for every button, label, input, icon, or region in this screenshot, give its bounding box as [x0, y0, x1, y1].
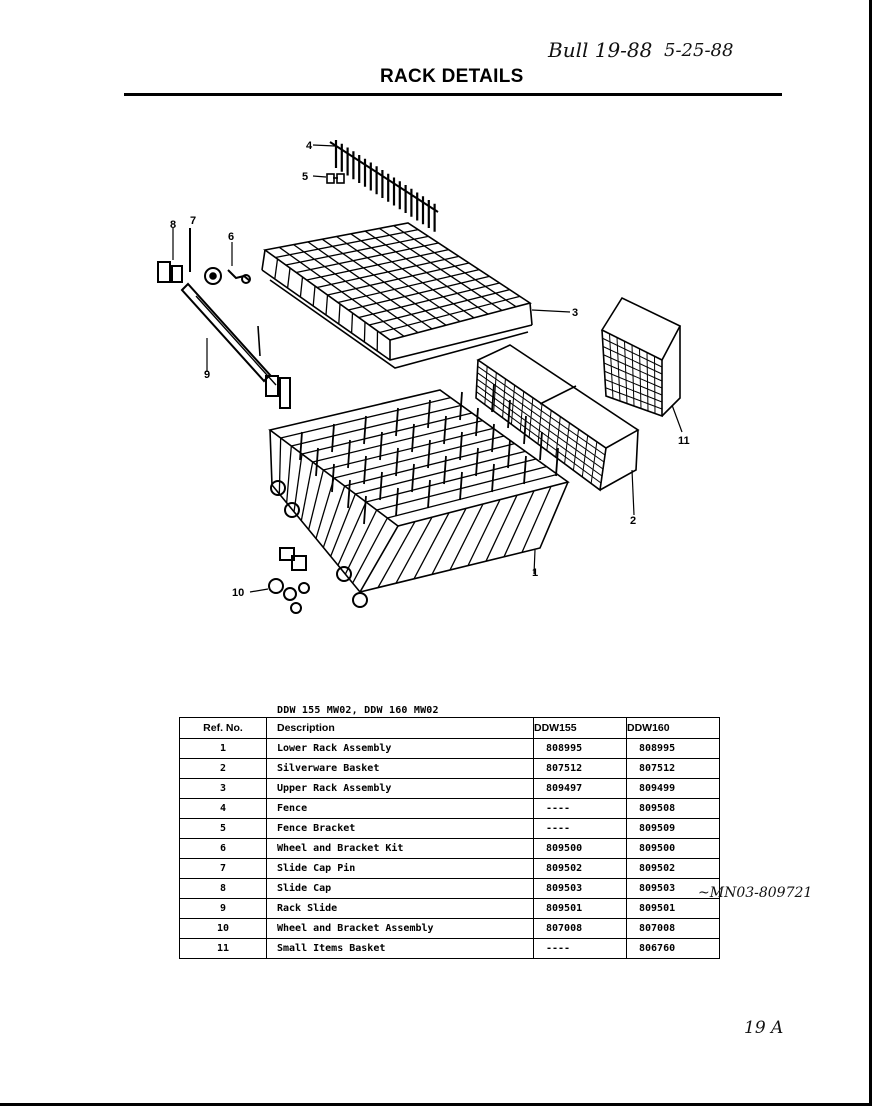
- callout-10: 10: [232, 587, 245, 599]
- wheel-bracket-kit-part: [205, 242, 250, 284]
- callout-1: 1: [532, 567, 539, 579]
- page-title: RACK DETAILS: [380, 66, 524, 87]
- ddw155-part-cell: 809497: [534, 779, 627, 799]
- description-cell: Wheel and Bracket Kit: [267, 839, 534, 859]
- callout-4: 4: [306, 140, 313, 152]
- handwritten-note: ~MN03-809721: [698, 885, 813, 901]
- table-row: [180, 799, 720, 819]
- col-ddw160: DDW160: [627, 718, 720, 739]
- slide-cap-part: [158, 228, 190, 282]
- rack-slide-part: [182, 284, 290, 408]
- description-cell: Slide Cap Pin: [267, 859, 534, 879]
- ddw160-part-cell: 809500: [627, 839, 720, 859]
- lower-rack-part: [270, 384, 568, 607]
- col-ddw155: DDW155: [534, 718, 627, 739]
- upper-rack-part: [262, 223, 532, 368]
- ddw160-part-cell: 809502: [627, 859, 720, 879]
- col-ref-no: Ref. No.: [180, 718, 267, 739]
- table-row: [180, 939, 720, 959]
- callout-8: 8: [170, 219, 177, 231]
- ddw155-part-cell: 809502: [534, 859, 627, 879]
- description-cell: Fence: [267, 799, 534, 819]
- ddw160-part-cell: 807512: [627, 759, 720, 779]
- handwritten-date: 5-25-88: [664, 40, 734, 61]
- col-description: Description: [267, 718, 534, 739]
- ddw160-part-cell: 809499: [627, 779, 720, 799]
- ddw160-part-cell: 807008: [627, 919, 720, 939]
- ddw160-part-cell: 809503: [627, 879, 720, 899]
- ddw155-part-cell: ----: [534, 939, 627, 959]
- rack-parts-diagram: [140, 120, 720, 630]
- table-row: [180, 819, 720, 839]
- ddw155-part-cell: 809500: [534, 839, 627, 859]
- ref-cell: 2: [180, 759, 267, 779]
- model-numbers: DDW 155 MW02, DDW 160 MW02: [277, 705, 439, 716]
- ref-cell: 6: [180, 839, 267, 859]
- ref-cell: 1: [180, 739, 267, 759]
- table-row: [180, 919, 720, 939]
- handwritten-bulletin-ref: Bull 19-88: [548, 38, 653, 62]
- ref-cell: 10: [180, 919, 267, 939]
- ddw160-part-cell: 808995: [627, 739, 720, 759]
- table-row: [180, 879, 720, 899]
- ref-cell: 9: [180, 899, 267, 919]
- callout-7: 7: [190, 215, 197, 227]
- table-row: [180, 899, 720, 919]
- ref-cell: 7: [180, 859, 267, 879]
- description-cell: Silverware Basket: [267, 759, 534, 779]
- ref-cell: 11: [180, 939, 267, 959]
- ddw160-part-cell: 809508: [627, 799, 720, 819]
- description-cell: Upper Rack Assembly: [267, 779, 534, 799]
- description-cell: Slide Cap: [267, 879, 534, 899]
- description-cell: Small Items Basket: [267, 939, 534, 959]
- description-cell: Fence Bracket: [267, 819, 534, 839]
- table-row: [180, 779, 720, 799]
- table-row: [180, 859, 720, 879]
- ddw155-part-cell: 809503: [534, 879, 627, 899]
- callout-9: 9: [204, 369, 211, 381]
- callout-2: 2: [630, 515, 637, 527]
- ref-cell: 4: [180, 799, 267, 819]
- ddw160-part-cell: 809501: [627, 899, 720, 919]
- table-row: [180, 839, 720, 859]
- ddw160-part-cell: 806760: [627, 939, 720, 959]
- ddw155-part-cell: 808995: [534, 739, 627, 759]
- table-row: [180, 739, 720, 759]
- ddw155-part-cell: ----: [534, 819, 627, 839]
- callout-3: 3: [572, 307, 579, 319]
- callout-11: 11: [678, 435, 690, 447]
- fence-part: [330, 140, 438, 232]
- ref-cell: 5: [180, 819, 267, 839]
- ddw155-part-cell: 809501: [534, 899, 627, 919]
- small-items-basket-part: [602, 298, 682, 432]
- description-cell: Rack Slide: [267, 899, 534, 919]
- ref-cell: 8: [180, 879, 267, 899]
- fence-bracket-part: [327, 174, 344, 183]
- ddw160-part-cell: 809509: [627, 819, 720, 839]
- wheel-bracket-assembly-part: [250, 548, 309, 613]
- ddw155-part-cell: ----: [534, 799, 627, 819]
- table-row: [180, 759, 720, 779]
- callout-6: 6: [228, 231, 235, 243]
- ref-cell: 3: [180, 779, 267, 799]
- callout-5: 5: [302, 171, 309, 183]
- ddw155-part-cell: 807512: [534, 759, 627, 779]
- page-number: 19 A: [744, 1018, 784, 1038]
- description-cell: Lower Rack Assembly: [267, 739, 534, 759]
- description-cell: Wheel and Bracket Assembly: [267, 919, 534, 939]
- title-rule: [124, 93, 782, 96]
- table-header-row: [180, 718, 720, 739]
- parts-table: [179, 717, 720, 959]
- ddw155-part-cell: 807008: [534, 919, 627, 939]
